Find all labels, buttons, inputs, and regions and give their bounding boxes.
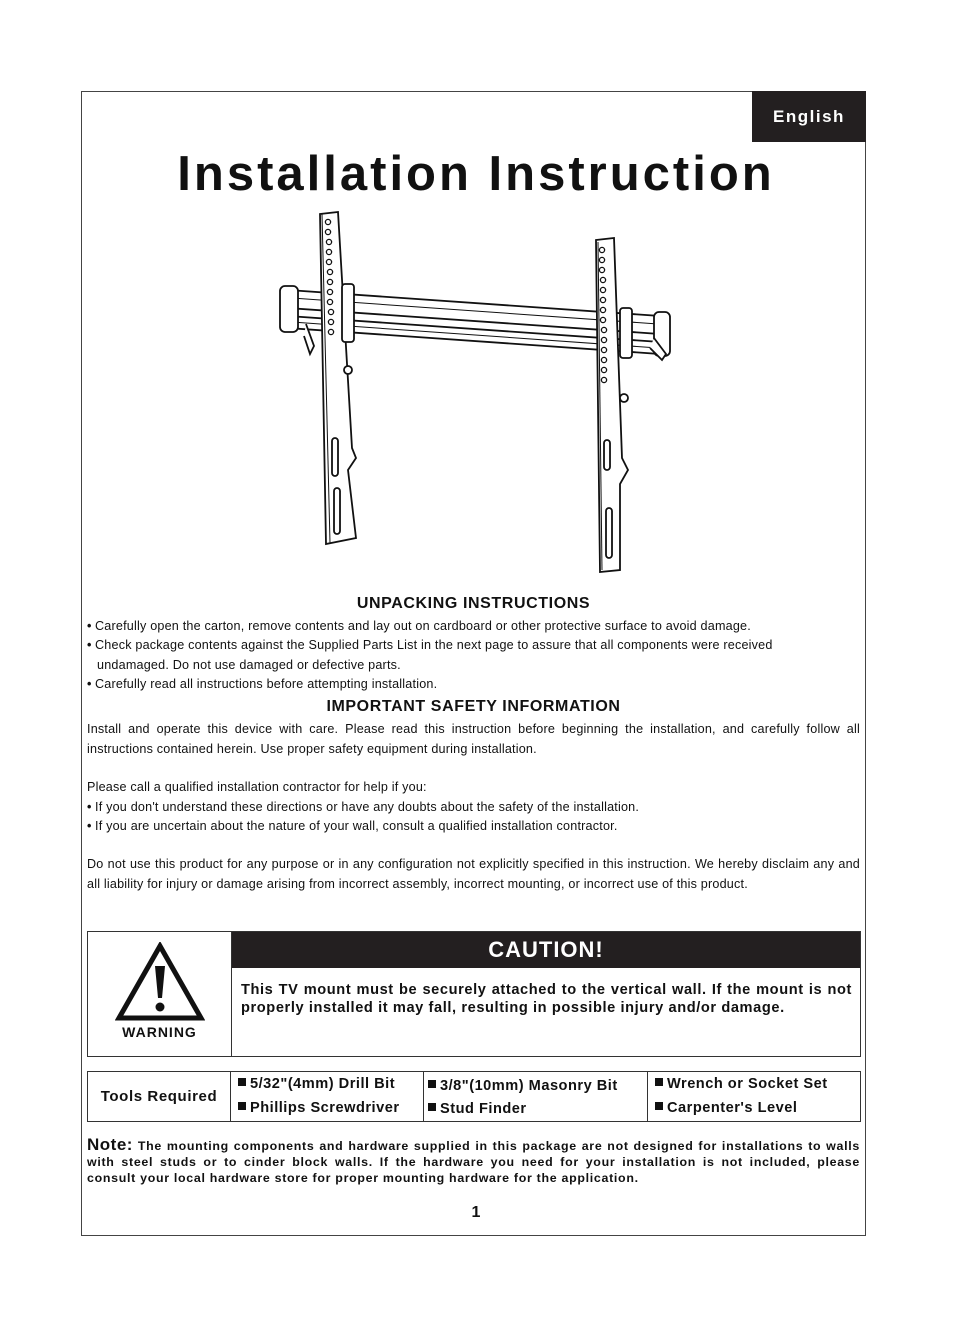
tv-mount-illustration [270, 208, 680, 578]
unpacking-bullet: • Carefully read all instructions before attempting installation. [87, 675, 860, 695]
square-bullet-icon [428, 1103, 436, 1111]
safety-bullet: • If you don't understand these directions or have any doubts about the safety of the installation. [87, 798, 860, 818]
unpacking-bullet: • Check package contents against the Supplied Parts List in the next page to assure that all components were received [87, 636, 860, 656]
safety-bullet: • If you are uncertain about the nature of your wall, consult a qualified installation contractor. [87, 817, 860, 837]
note-paragraph [87, 1137, 860, 1186]
square-bullet-icon [238, 1078, 246, 1086]
safety-disclaimer: Do not use this product for any purpose or in any configuration not explicitly specified in this instruction. We hereby disclaim any and all liability for injury or damage arising from incorrect assembly, incorrect mounting, or incorrect use of this product. [87, 857, 860, 891]
warning-cell [88, 932, 232, 1056]
unpacking-bullet: • Carefully open the carton, remove contents and lay out on cardboard or other protective surface to avoid damage. [87, 617, 860, 637]
bullet-icon: • [87, 677, 92, 691]
tools-label: Tools Required [88, 1072, 231, 1121]
caution-text: This TV mount must be securely attached to the vertical wall. If the mount is not properly installed it may fall, resulting in possible injury and/or damage. [241, 982, 852, 1016]
tool-item: 3/8"(10mm) Masonry Bit [428, 1078, 618, 1094]
tool-item: Carpenter's Level [655, 1100, 797, 1116]
tool-item: 5/32"(4mm) Drill Bit [238, 1076, 395, 1092]
safety-heading: IMPORTANT SAFETY INFORMATION [326, 698, 621, 715]
square-bullet-icon [238, 1102, 246, 1110]
caution-box [87, 931, 861, 1057]
note-lead: Note: [87, 1135, 133, 1154]
square-bullet-icon [428, 1080, 436, 1088]
safety-call: Please call a qualified installation contractor for help if you: [87, 780, 427, 794]
caution-heading: CAUTION! [232, 932, 860, 968]
bullet-icon: • [87, 819, 92, 833]
note-text: The mounting components and hardware supplied in this package are not designed for installations to walls with steel studs or to cinder block walls. If the hardware you need for your installation is not included, please consult your local hardware store for proper mounting hardware for the application. [87, 1139, 860, 1185]
page-title: Installation Instruction [177, 147, 775, 201]
warning-triangle-icon [115, 942, 205, 1022]
safety-intro: Install and operate this device with care. Please read this instruction before beginning the installation, and carefully follow all instructions contained herein. Use proper safety equipment during installation. [87, 722, 860, 756]
tool-item: Stud Finder [428, 1101, 527, 1117]
square-bullet-icon [655, 1102, 663, 1110]
tool-item: Phillips Screwdriver [238, 1100, 400, 1116]
bullet-icon: • [87, 619, 92, 633]
square-bullet-icon [655, 1078, 663, 1086]
unpacking-bullet-continued: undamaged. Do not use damaged or defective parts. [97, 658, 401, 672]
tool-item: Wrench or Socket Set [655, 1076, 828, 1092]
page-number: 1 [471, 1204, 481, 1221]
unpacking-heading: UNPACKING INSTRUCTIONS [356, 595, 591, 612]
language-tab: English [752, 91, 866, 142]
bullet-icon: • [87, 638, 92, 652]
warning-label: WARNING [122, 1024, 197, 1040]
bullet-icon: • [87, 800, 92, 814]
tools-required-table [87, 1071, 861, 1122]
